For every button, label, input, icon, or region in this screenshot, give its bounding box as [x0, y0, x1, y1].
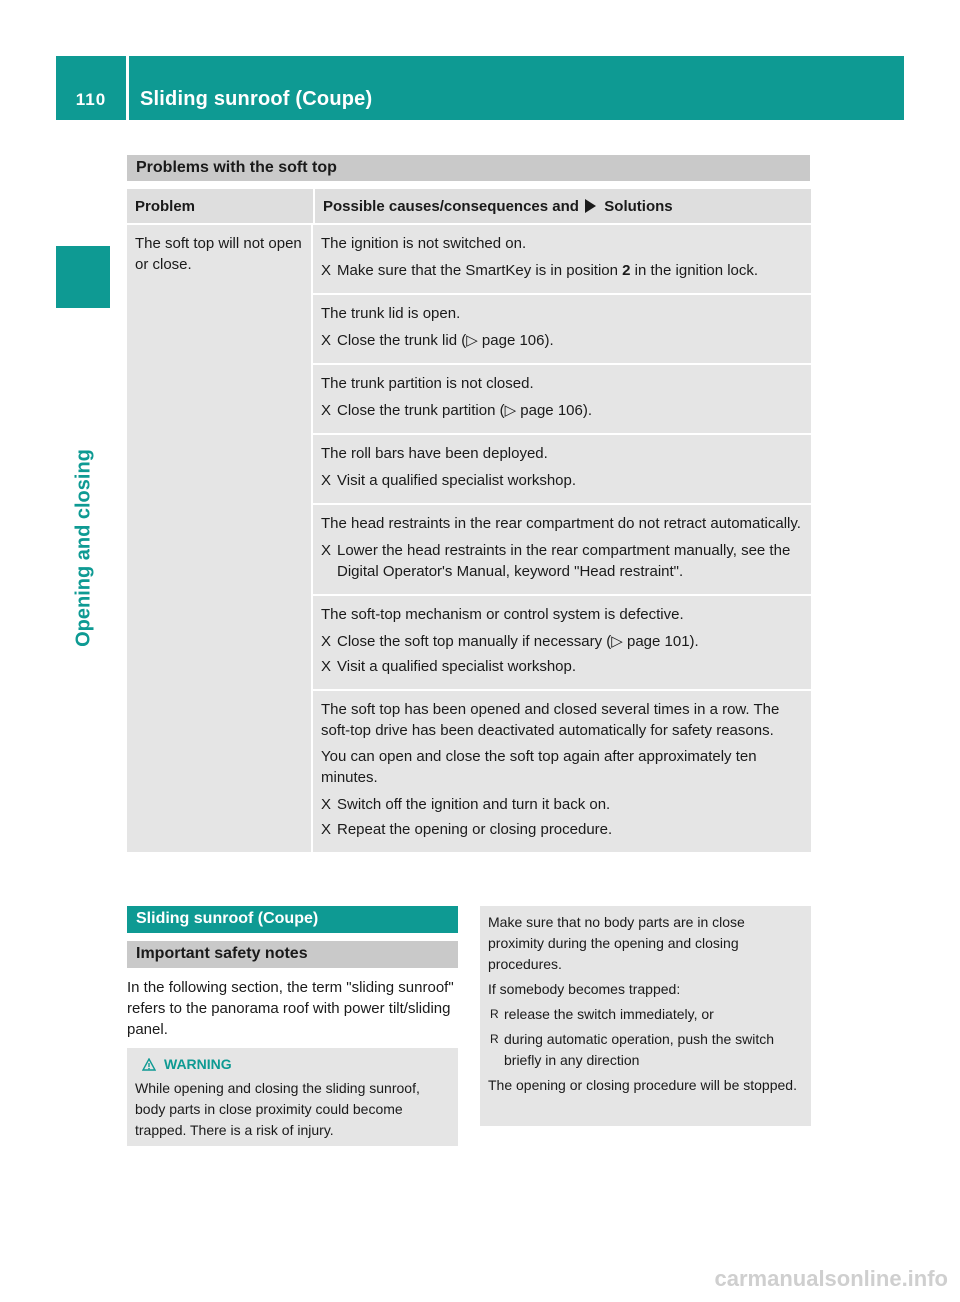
solution-arrow-icon [585, 199, 596, 213]
warning-box [127, 1048, 458, 1146]
table-row [127, 225, 811, 293]
troubleshooting-table [127, 187, 811, 854]
side-tab-label: Opening and closing [72, 449, 95, 647]
solution-step: X Switch off the ignition and turn it back on. [321, 794, 803, 815]
problem-cell: The soft top will not open or close. [127, 225, 313, 852]
warning-label: WARNING [164, 1056, 232, 1072]
solution-step: X Lower the head restraints in the rear compartment manually, see the Digital Operator's Manual, keyword "Head restraint". [321, 540, 803, 582]
page-number: 110 [75, 90, 107, 109]
cause-entry [313, 365, 811, 433]
cause-text: The ignition is not switched on. [321, 235, 527, 252]
sunroof-section-title: Sliding sunroof (Coupe) [127, 906, 458, 933]
sunroof-intro: In the following section, the term "sliding sunroof" refers to the panorama roof with power tilt/sliding panel. [127, 979, 454, 1038]
cause-entry [313, 225, 811, 293]
cause-entry [313, 691, 811, 852]
solution-step: X Make sure that the SmartKey is in position 2 in the ignition lock. [321, 260, 803, 281]
cause-entry [313, 435, 811, 503]
cause-text: The roll bars have been deployed. [321, 445, 548, 462]
cause-entry [313, 295, 811, 363]
troubleshooting-title: Problems with the soft top [127, 155, 810, 181]
cause-entry [313, 596, 811, 689]
solution-step: X Repeat the opening or closing procedure. [321, 819, 803, 840]
header-divider [126, 56, 129, 120]
warning-text: While opening and closing the sliding sunroof, body parts in close proximity could become trapped. There is a risk of injury. [135, 1080, 420, 1138]
warning-header [142, 1054, 450, 1075]
col-header-problem: Problem [127, 189, 313, 223]
col-header-causes-label: Possible causes/consequences and [323, 197, 579, 215]
solution-step: X Close the trunk lid (▷ page 106). [321, 330, 803, 351]
note-paragraph: The opening or closing procedure will be stopped. [488, 1077, 797, 1093]
cause-text: The trunk lid is open. [321, 305, 461, 322]
list-item: R during automatic operation, push the switch briefly in any direction [488, 1029, 803, 1071]
watermark: carmanualsonline.info [714, 1266, 948, 1291]
page-header [56, 56, 904, 120]
cause-entry [313, 505, 811, 594]
solution-step: X Visit a qualified specialist workshop. [321, 656, 803, 677]
list-item: R release the switch immediately, or [488, 1004, 803, 1025]
solution-step: X Close the soft top manually if necessary (▷ page 101). [321, 631, 803, 652]
header-title: Sliding sunroof (Coupe) [140, 88, 373, 110]
cause-text: The trunk partition is not closed. [321, 375, 534, 392]
cause-text: The soft-top mechanism or control system is defective. [321, 606, 684, 623]
col-header-causes [313, 189, 811, 223]
cause-text: The soft top has been opened and closed several times in a row. The soft-top drive has been deactivated automatically for safety reasons. [321, 701, 780, 739]
solution-step: X Visit a qualified specialist workshop. [321, 470, 803, 491]
side-tab-block [56, 246, 110, 308]
cause-text: The head restraints in the rear compartment do not retract automatically. [321, 515, 801, 532]
col-header-solutions-label: Solutions [604, 197, 673, 215]
safety-note-box [480, 906, 811, 1126]
solution-step: X Close the trunk partition (▷ page 106). [321, 400, 803, 421]
cause-text: You can open and close the soft top again after approximately ten minutes. [321, 748, 757, 786]
note-paragraph: If somebody becomes trapped: [488, 981, 681, 997]
note-paragraph: Make sure that no body parts are in close proximity during the opening and closing procedures. [488, 914, 745, 972]
safety-notes-title: Important safety notes [127, 941, 458, 968]
warning-triangle-icon [142, 1058, 156, 1071]
